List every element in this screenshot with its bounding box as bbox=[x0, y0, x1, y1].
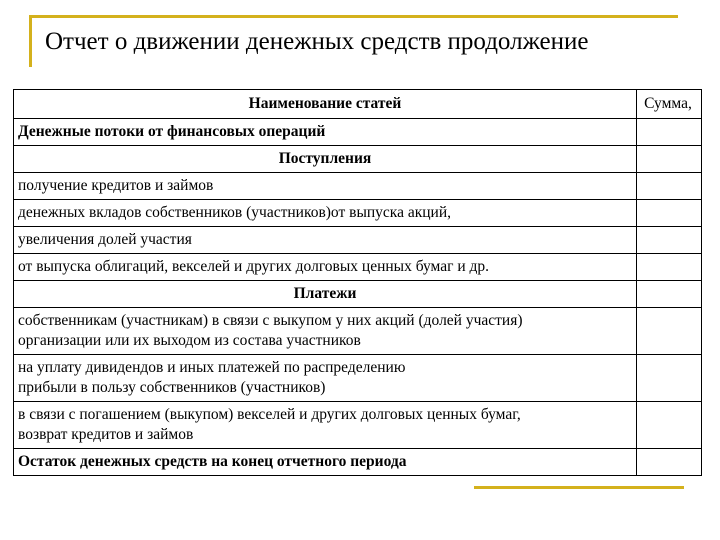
row-label-line: организации или их выходом из состава участников bbox=[18, 332, 361, 349]
table-row bbox=[14, 227, 702, 254]
table-row bbox=[14, 173, 702, 200]
row-label bbox=[14, 308, 637, 355]
row-sum-cell bbox=[637, 173, 702, 200]
header-name-cell: Наименование статей bbox=[14, 90, 637, 119]
row-sum-cell bbox=[637, 308, 702, 355]
row-sum-cell bbox=[637, 281, 702, 308]
row-label: увеличения долей участия bbox=[14, 227, 637, 254]
row-label-closing-balance: Остаток денежных средств на конец отчетного периода bbox=[14, 449, 637, 476]
row-label: Денежные потоки от финансовых операций bbox=[14, 119, 637, 146]
row-sum-cell bbox=[637, 254, 702, 281]
table-row bbox=[14, 402, 702, 449]
table-row bbox=[14, 146, 702, 173]
row-label: от выпуска облигаций, векселей и других долговых ценных бумаг и др. bbox=[14, 254, 637, 281]
section-label-receipts: Поступления bbox=[14, 146, 637, 173]
table-row bbox=[14, 449, 702, 476]
row-label: получение кредитов и займов bbox=[14, 173, 637, 200]
slide-title: Отчет о движении денежных средств продолжение bbox=[45, 28, 589, 55]
table-row bbox=[14, 281, 702, 308]
section-label-payments: Платежи bbox=[14, 281, 637, 308]
row-sum-cell bbox=[637, 200, 702, 227]
row-label bbox=[14, 402, 637, 449]
row-label-line: возврат кредитов и займов bbox=[18, 426, 194, 443]
decorative-left-line bbox=[29, 15, 32, 67]
table-row bbox=[14, 200, 702, 227]
table-row bbox=[14, 355, 702, 402]
decorative-top-line bbox=[29, 15, 678, 18]
row-label-line: прибыли в пользу собственников (участников) bbox=[18, 379, 326, 396]
row-label bbox=[14, 355, 637, 402]
table-row bbox=[14, 308, 702, 355]
row-sum-cell bbox=[637, 355, 702, 402]
row-sum-cell bbox=[637, 449, 702, 476]
row-label: денежных вкладов собственников (участников)от выпуска акций, bbox=[14, 200, 637, 227]
row-sum-cell bbox=[637, 119, 702, 146]
table-row bbox=[14, 119, 702, 146]
row-sum-cell bbox=[637, 402, 702, 449]
decorative-bottom-line bbox=[474, 486, 684, 489]
table-row bbox=[14, 254, 702, 281]
row-sum-cell bbox=[637, 227, 702, 254]
table-header-row bbox=[14, 90, 702, 119]
cash-flow-table bbox=[13, 89, 702, 476]
row-sum-cell bbox=[637, 146, 702, 173]
header-sum-cell: Сумма, bbox=[637, 90, 702, 119]
row-label-line: в связи с погашением (выкупом) векселей и других долговых ценных бумаг, bbox=[18, 406, 521, 423]
row-label-line: на уплату дивидендов и иных платежей по распределению bbox=[18, 359, 406, 376]
row-label-line: собственникам (участникам) в связи с выкупом у них акций (долей участия) bbox=[18, 312, 523, 329]
